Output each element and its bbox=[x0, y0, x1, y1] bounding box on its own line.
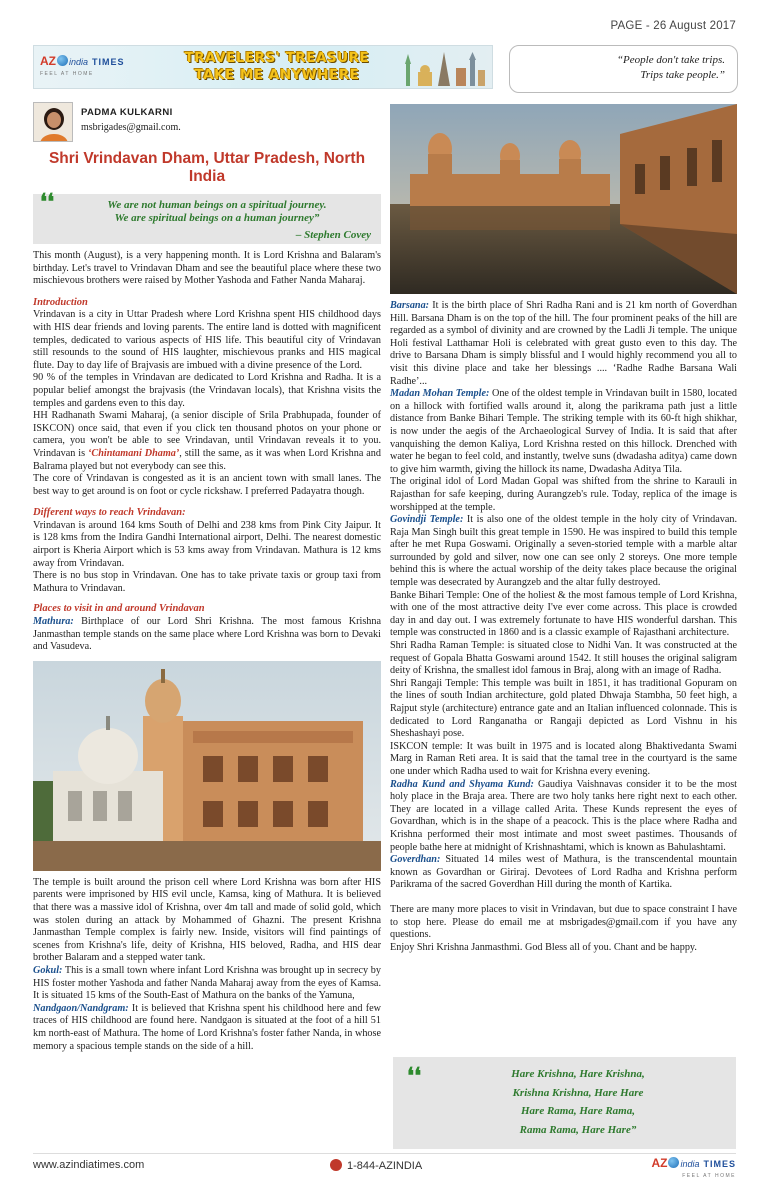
footer-logo-india: india bbox=[680, 1159, 700, 1169]
banner-title-line1: TRAVELERS' TREASURE bbox=[184, 50, 370, 66]
world-landmarks-icon bbox=[402, 50, 486, 86]
radha-kund-keyword: Radha Kund and Shyama Kund: bbox=[390, 778, 534, 790]
page-label: PAGE - 26 August 2017 bbox=[610, 20, 736, 32]
radha-kund-paragraph bbox=[390, 779, 737, 855]
reach-heading: Different ways to reach Vrindavan: bbox=[33, 507, 186, 519]
pull-quote-line2: We are spiritual beings on a human journey” bbox=[114, 212, 320, 224]
chant-line4: Rama Rama, Hare Hare” bbox=[519, 1123, 637, 1136]
footer-url[interactable]: www.azindiatimes.com bbox=[33, 1159, 145, 1171]
goverdhan-keyword: Goverdhan: bbox=[390, 854, 441, 866]
mathura-paragraph-2: The temple is built around the prison cell where Lord Krishna was born after HIS parents were imprisoned by HIS evil uncle, Kamsa, king of Mathura. It is believed that there was a massive idol of Krishna, over 4m tall and made of solid gold, which was stolen during an attack by Mohammed of Ghazni. The present Krishna Janmasthan Temple complex is fairly new. Inside, visitors will find paintings of scenes from Krishna's life, deity of Krishna, HIS beloved, Radha, and HIS dear brother Balaram and a stepped water tank. bbox=[33, 876, 381, 964]
madan-mohan-text: One of the oldest temple in Vrindavan built in 1580, located on a hillock with fortified walls around it, along the parikrama path just a little distance from Banke Bihari Temple. The striking temple with its 60-ft high shikhar, is now under the aegis of the Archaeological Survey of India. It is said that after vanquishing the demon Kaliya, Lord Krishna rested on this hillock. Drenched with water he began to feel cold, and instantly, twelve suns (dwadasha aditya) came down to give him warmth, giving the hillock its name, Dwadasha Aditya Tila. bbox=[390, 388, 737, 475]
banner-title-line2: TAKE ME ANYWHERE bbox=[194, 67, 360, 83]
footer-phone[interactable] bbox=[330, 1159, 422, 1172]
footer-phone-number: 1-844-AZINDIA bbox=[347, 1160, 423, 1172]
author-name: PADMA KULKARNI bbox=[81, 107, 173, 118]
barsana-paragraph bbox=[390, 300, 737, 388]
reach-paragraph-2: There is no bus stop in Vrindavan. One has to take private taxis or group taxi from Mathura to Vrindavan. bbox=[33, 570, 381, 594]
nandgaon-paragraph bbox=[33, 1003, 381, 1053]
introduction-paragraph-2: 90 % of the temples in Vrindavan are dedicated to Lord Krishna and Radha. It is a popular belief amongst the brajvasis (the Vrindavan locals), that Krishna visits the temples and gardens even to this day. bbox=[33, 372, 381, 409]
footer-logo-times: TIMES bbox=[703, 1159, 736, 1169]
mathura-text: Birthplace of our Lord Shri Krishna. The most famous Krishna Janmasthan temple stands on the same place where Lord Krishna was born to Devaki and Vasudeva. bbox=[33, 616, 381, 653]
logo-az: AZ bbox=[40, 54, 56, 68]
az-india-times-logo bbox=[40, 52, 140, 84]
header-banner bbox=[33, 45, 493, 89]
author-email[interactable]: msbrigades@gmail.com. bbox=[81, 122, 181, 133]
govindji-paragraph bbox=[390, 514, 737, 590]
pull-quote-line1: We are not human beings on a spiritual journey. bbox=[107, 199, 327, 211]
logo-tagline: FEEL AT HOME bbox=[40, 71, 94, 77]
introduction-heading: Introduction bbox=[33, 296, 88, 308]
author-byline bbox=[33, 102, 381, 146]
pull-quote-author: – Stephen Covey bbox=[295, 229, 371, 241]
vrindavan-ghat-photo bbox=[390, 104, 737, 294]
places-heading: Places to visit in and around Vrindavan bbox=[33, 603, 205, 615]
mathura-temple-photo bbox=[33, 661, 381, 871]
introduction-paragraph-1: Vrindavan is a city in Uttar Pradesh where Lord Krishna spent HIS childhood days with HIS dear friends and loving parents. The entire land is dotted with magnificent temples, dedicated to various aspects of HIS life. This beautiful city of Vrindavan still resounds to the sound of HIS laughter, mischievous pranks and HIS magical flute. Day to day life of Brajvasis are imbued with a divine presence of the Lord. bbox=[33, 309, 381, 371]
madan-mohan-keyword: Madan Mohan Temple: bbox=[390, 388, 490, 400]
gokul-text: This is a small town where infant Lord Krishna was brought up in secrecy by HIS foster mother Yashoda and father Nanda Maharaj away from the eyes of Kamsa. It is situated 15 kms of the South-East of Mathura on the banks of the Yamuna, bbox=[33, 964, 381, 1002]
reach-paragraph-1: Vrindavan is around 164 kms South of Delhi and 238 kms from Pink City Jaipur. It is 128 kms from the Indira Gandhi International airport, Delhi. The nearest domestic airport is Kheria Airport which is 53 kms away from Vrindavan. Mathura is 12 kms away from Vrindavan. bbox=[33, 519, 381, 569]
footer-logo-tagline: FEEL AT HOME bbox=[682, 1173, 736, 1179]
right-column bbox=[390, 102, 737, 954]
closing-paragraph-1: There are many more places to visit in Vrindavan, but due to space constraint I have to stop here. Please do email me at msbrigades@gmail.com if you have any questions. bbox=[390, 903, 737, 941]
barsana-keyword: Barsana: bbox=[390, 300, 430, 311]
banke-bihari-paragraph: Banke Bihari Temple: One of the holiest & the most famous temple of Lord Krishna, with one of the most attractive deity I've ever come across. This place is crowded day in and day out. I was extremely fortunate to have HIS wonderful darshan. This temple was constructed in 1860 and is a classic example of Rajasthani architecture. bbox=[390, 589, 737, 639]
chant-line3: Hare Rama, Hare Rama, bbox=[521, 1105, 635, 1117]
quote-mark-icon: ❛❛ bbox=[407, 1063, 422, 1089]
chant-lines bbox=[433, 1065, 723, 1139]
nandgaon-keyword: Nandgaon/Nandgram: bbox=[33, 1002, 129, 1014]
header-quote bbox=[509, 45, 738, 93]
left-column bbox=[33, 102, 381, 1053]
phone-icon bbox=[330, 1159, 342, 1171]
chant-box bbox=[393, 1057, 736, 1149]
rangaji-paragraph: Shri Rangaji Temple: This temple was built in 1851, it has traditional Gopuram on the lines of south Indian architecture, gold plated Dhwaja Stambha, 50 feet high, a Rajput style (architecture) entrance gate and an Italian influenced colonnade. This is dedicated to Lord Ranganatha or Rangaji depicted as Lord Vishnu in his Sheshashayi pose. bbox=[390, 677, 737, 740]
logo-india: india bbox=[69, 57, 89, 67]
govindji-text: It is also one of the oldest temple in the holy city of Vrindavan. Raja Man Singh built this great temple in 1590. He was inspired to build this temple after he met Rupa Goswami. Originally a seven-storied temple with a marble altar surrounded by gold and silver, now one can see only 2 storeys. One more temple behind this is where the actual worship of the deity takes place because the original temple was desecrated by Aurangzeb and the altar fully destroyed. bbox=[390, 514, 738, 589]
introduction-paragraph-4: The core of Vrindavan is congested as it is an ancient town with small lanes. The best way to get around is on foot or cycle rickshaw. I preferred Padayatra though. bbox=[33, 473, 381, 497]
mathura-paragraph bbox=[33, 616, 381, 654]
chant-line2: Krishna Krishna, Hare Hare bbox=[512, 1086, 644, 1099]
introduction-paragraph-3 bbox=[33, 410, 381, 473]
intro-p3-text-b: , still the same, as it was when Lord Krishna and Balrama played but not everybody can see this. bbox=[33, 447, 381, 472]
goverdhan-paragraph bbox=[390, 854, 737, 892]
pull-quote bbox=[33, 189, 381, 244]
madan-mohan-paragraph-2: The original idol of Lord Madan Gopal was shifted from the shrine to Karauli in Rajasthan for safe keeping, during Aurangzeb's rule. Today, replica of the image is worshipped at the temple. bbox=[390, 476, 737, 513]
closing-paragraph-2: Enjoy Shri Krishna Janmasthmi. God Bless all of you. Chant and be happy. bbox=[390, 941, 697, 953]
quote-line1: “People don't take trips. bbox=[616, 54, 725, 66]
banner-title bbox=[152, 50, 402, 84]
gokul-keyword: Gokul: bbox=[33, 964, 63, 976]
nandgaon-text: It is believed that Krishna spent his childhood here and few traces of HIS childhood are found here. Nandgaon is situated at the foot of a hill 51 km north-east of Mathura. The home of Lord Krishna's foster father Nanda, in whose memory a spacious temple stands on the side of a hill. bbox=[33, 1002, 381, 1052]
logo-times: TIMES bbox=[92, 57, 125, 67]
quote-mark-icon: ❛❛ bbox=[40, 189, 55, 215]
gokul-paragraph bbox=[33, 965, 381, 1003]
globe-icon bbox=[668, 1157, 679, 1168]
radha-kund-text: Gaudiya Vaishnavas consider it to be the most holy place in the Braja area. There are two holy tanks here right next to each other. They are located in a village called Arita. These Kunds represent the eyes of Govardhan, which is in the shape of a peacock. This is the place where Radha and Krishna performed their most intimate and most sweet pastimes. Thousands of people bathe here at midnight of Krishnashtami, which is known as Bahulashtami. bbox=[390, 778, 737, 853]
goverdhan-text: Situated 14 miles west of Mathura, is the transcendental mountain known as Govardhan or Giriraj. Devotees of Lord Radha and Krishna perform Parikrama of the sacred Goverdhan Hill during the month of Kartika. bbox=[390, 854, 737, 891]
intro-paragraph: This month (August), is a very happening month. It is Lord Krishna and Balaram's birthday. Let's travel to Vrindavan Dham and see the beautiful place where these two mischievous brothers were raised by Mother Yashoda and Father Nanda Maharaj. bbox=[33, 250, 381, 287]
quote-line2: Trips take people.” bbox=[640, 69, 725, 81]
footer-logo-az: AZ bbox=[651, 1156, 668, 1170]
mathura-keyword: Mathura: bbox=[33, 616, 74, 628]
chintamani-dhama-keyword: ‘Chintamani Dhama’ bbox=[88, 447, 180, 459]
globe-icon bbox=[57, 55, 68, 66]
chant-line1: Hare Krishna, Hare Krishna, bbox=[511, 1068, 645, 1080]
barsana-text: It is the birth place of Shri Radha Rani and is 21 km north of Goverdhan Hill. Barsana Dham is on the top of the hill. The four prominent peaks of the hill are regarded as a symbol of divinity and are crowned by the Ladli Ji temple. The unique Holi festival Latthamar Holi is celebrated with great gusto even to this day. The drive to Barsana Dham is simply blissful and I would highly recommend you all to visit this divine place and take her blessings .... ‘Radhe Radhe Barsana Wali Radhe’... bbox=[390, 300, 737, 387]
govindji-keyword: Govindji Temple: bbox=[390, 514, 464, 526]
author-photo bbox=[33, 102, 73, 142]
intro-p3-text-a: HH Radhanath Swami Maharaj, (a senior disciple of Srila Prabhupada, founder of ISKCON) once said, that even if you click ten thousand photos on your phone or camera, you won't be able to see Vrindavan, until Vrindavan reveals it to you. Vrindavan is bbox=[33, 410, 381, 459]
madan-mohan-paragraph bbox=[390, 388, 737, 476]
radha-raman-paragraph: Shri Radha Raman Temple: is situated close to Nidhi Van. It was constructed at the request of Gopala Bhatta Goswami around 1542. It still houses the original saligram deity of Krishna, the smallest idol famous in Braj, along with an image of Radha. bbox=[390, 640, 737, 677]
iskcon-paragraph: ISKCON temple: It was built in 1975 and is located along Bhaktivedanta Swami Marg in Raman Reti area. It is said that the tamal tree in the courtyard is the same one under which Radha used to wait for Krishna every evening. bbox=[390, 740, 737, 777]
footer-logo bbox=[626, 1154, 736, 1184]
article-title: Shri Vrindavan Dham, Uttar Pradesh, North India bbox=[48, 150, 366, 185]
